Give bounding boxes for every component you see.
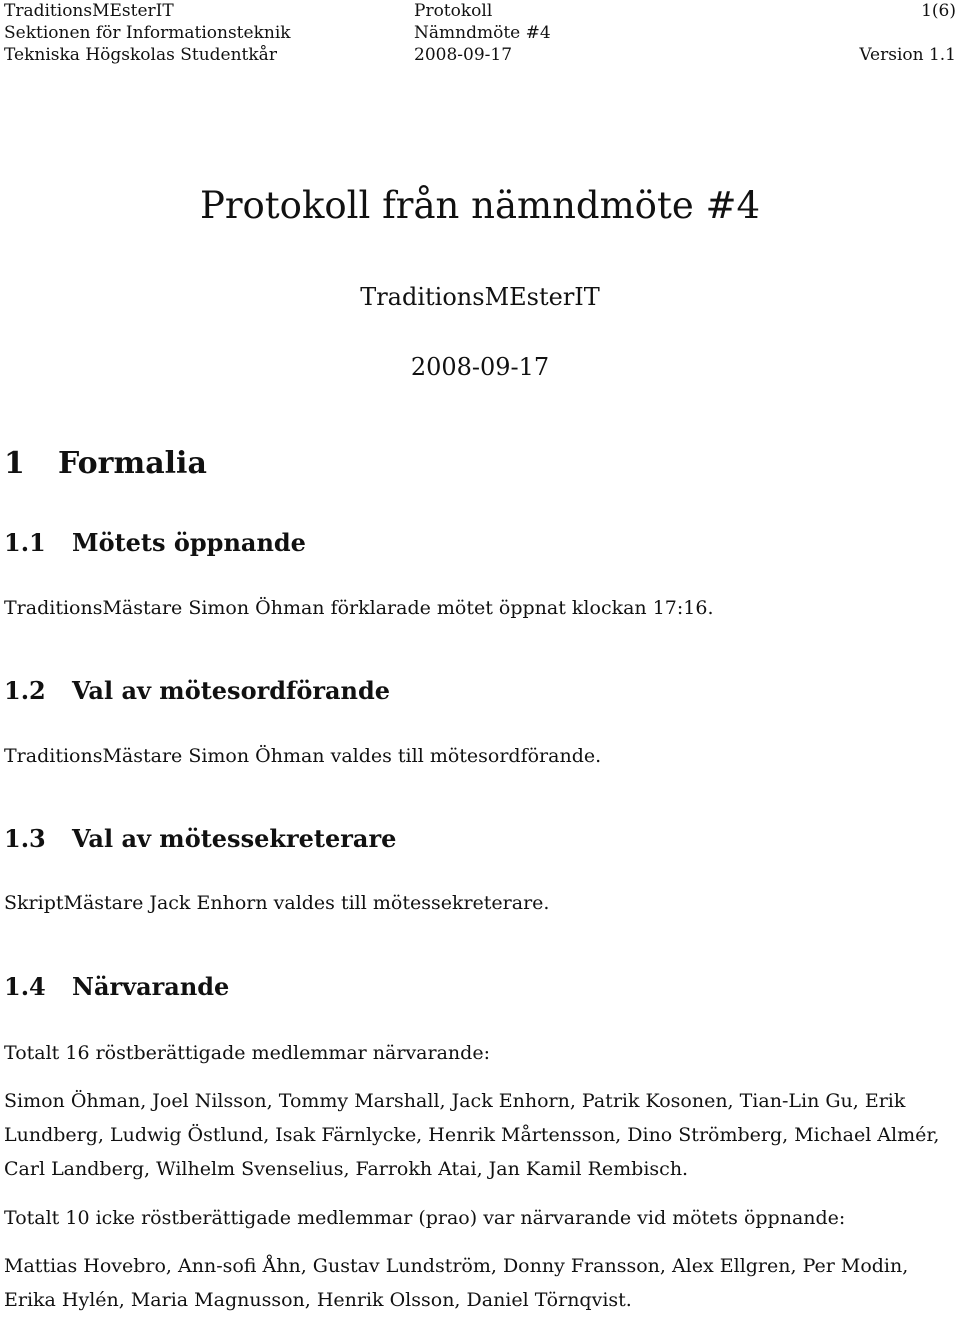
attendance-intro: Totalt 16 röstberättigade medlemmar närvarande: bbox=[4, 1042, 490, 1064]
header-section: Sektionen för Informationsteknik bbox=[4, 23, 291, 43]
header-meeting: Nämndmöte #4 bbox=[414, 23, 551, 43]
subsection-heading-1-3 bbox=[4, 823, 396, 855]
subsection-text-1-2: TraditionsMästare Simon Öhman valdes till mötesordförande. bbox=[4, 745, 602, 767]
section-title: Formalia bbox=[58, 446, 207, 481]
subsection-title: Val av mötesordförande bbox=[72, 676, 391, 705]
header-date: 2008-09-17 bbox=[414, 45, 513, 65]
prao-members-line: Mattias Hovebro, Ann-sofi Åhn, Gustav Lundström, Donny Fransson, Alex Ellgren, Per Modin, bbox=[4, 1255, 909, 1277]
document-date: 2008-09-17 bbox=[410, 353, 550, 381]
section-number: 1 bbox=[4, 446, 25, 481]
header-middle bbox=[414, 0, 551, 66]
header-org: TraditionsMEsterIT bbox=[4, 1, 174, 21]
header-page-number: 1(6) bbox=[921, 1, 956, 21]
subsection-text-1-1: TraditionsMästare Simon Öhman förklarade mötet öppnat klockan 17:16. bbox=[4, 597, 714, 619]
subsection-number: 1.4 bbox=[4, 972, 46, 1001]
subsection-number: 1.1 bbox=[4, 528, 46, 557]
section-heading bbox=[4, 444, 207, 484]
prao-intro: Totalt 10 icke röstberättigade medlemmar (prao) var närvarande vid mötets öppnande: bbox=[4, 1207, 846, 1229]
page-header bbox=[4, 0, 956, 66]
header-doctype: Protokoll bbox=[414, 1, 493, 21]
subsection-heading-1-2 bbox=[4, 675, 390, 707]
subsection-number: 1.2 bbox=[4, 676, 46, 705]
header-left bbox=[4, 0, 291, 66]
header-version: Version 1.1 bbox=[859, 45, 956, 65]
subsection-heading-1-1 bbox=[4, 527, 306, 559]
header-right bbox=[859, 0, 956, 66]
subsection-text-1-3: SkriptMästare Jack Enhorn valdes till mötessekreterare. bbox=[4, 892, 550, 914]
voting-members-line: Simon Öhman, Joel Nilsson, Tommy Marshall, Jack Enhorn, Patrik Kosonen, Tian-Lin Gu, Erik bbox=[4, 1090, 906, 1112]
voting-members-line: Lundberg, Ludwig Östlund, Isak Färnlycke, Henrik Mårtensson, Dino Strömberg, Michael Almér, bbox=[4, 1124, 940, 1146]
document-title: Protokoll från nämndmöte #4 bbox=[199, 184, 761, 227]
voting-members-line: Carl Landberg, Wilhelm Svenselius, Farrokh Atai, Jan Kamil Rembisch. bbox=[4, 1158, 689, 1180]
prao-members-line: Erika Hylén, Maria Magnusson, Henrik Olsson, Daniel Törnqvist. bbox=[4, 1289, 632, 1311]
subsection-title: Närvarande bbox=[72, 972, 230, 1001]
header-union: Tekniska Högskolas Studentkår bbox=[4, 45, 277, 65]
subsection-heading-1-4 bbox=[4, 971, 229, 1003]
document-author: TraditionsMEsterIT bbox=[360, 283, 600, 311]
subsection-number: 1.3 bbox=[4, 824, 46, 853]
header-spacer bbox=[859, 22, 956, 44]
subsection-title: Val av mötessekreterare bbox=[72, 824, 397, 853]
subsection-title: Mötets öppnande bbox=[72, 528, 306, 557]
